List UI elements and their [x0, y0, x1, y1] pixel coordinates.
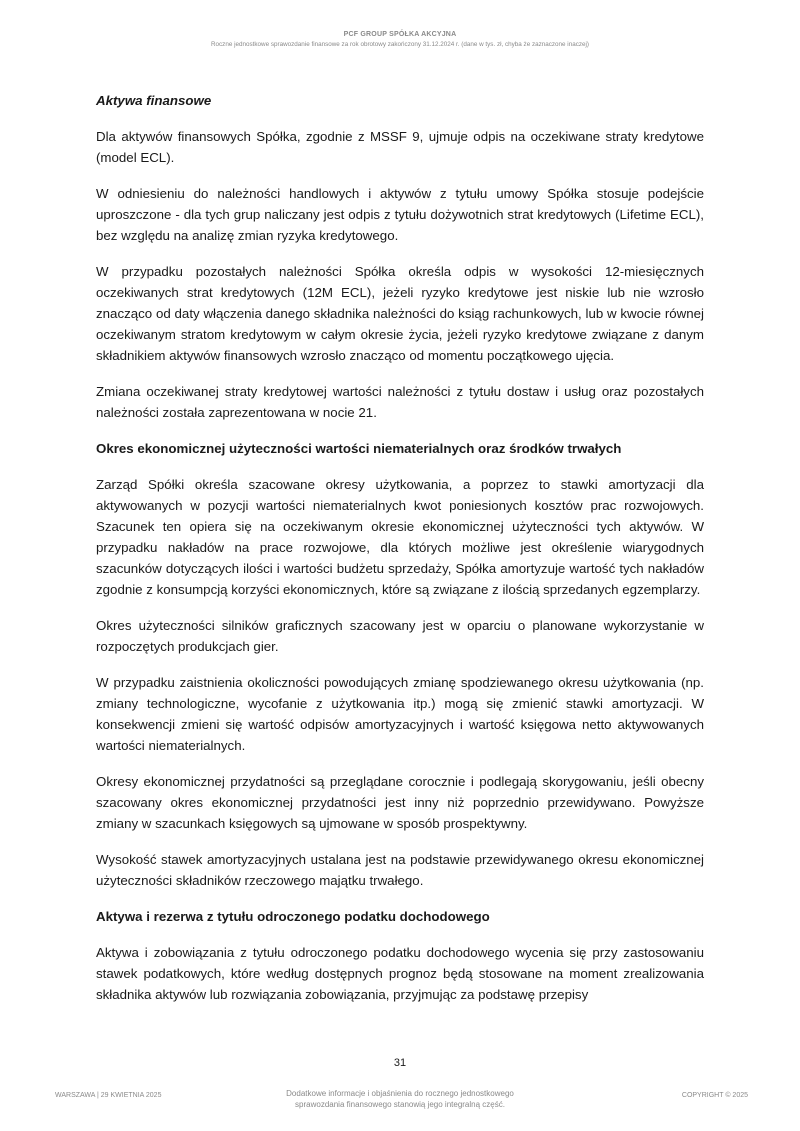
- paragraph: Wysokość stawek amortyzacyjnych ustalana jest na podstawie przewidywanego okresu ekonomicznej użyteczności składników rzeczowego majątku trwałego.: [96, 852, 704, 888]
- paragraph: W przypadku zaistnienia okoliczności powodujących zmianę spodziewanego okresu użytkowania (np. zmiany technologiczne, wycofanie z użytkowania itp.) mogą się zmienić stawki amortyzacji. W konsekwencji zmieni się wartość odpisów amortyzacyjnych i wartość księgowa netto aktywowanych wartości niematerialnych.: [96, 675, 704, 753]
- paragraph: W odniesieniu do należności handlowych i aktywów z tytułu umowy Spółka stosuje podejście uproszczone - dla tych grup naliczany jest odpis z tytułu dożywotnich strat kredytowych (Lifetime ECL), bez względu na analizę zmian ryzyka kredytowego.: [96, 186, 704, 243]
- footer-note-line: sprawozdania finansowego stanowią jego integralną część.: [295, 1100, 505, 1109]
- paragraph: Okresy ekonomicznej przydatności są przeglądane corocznie i podlegają skorygowaniu, jeśli obecny szacowany okres ekonomicznej przydatności jest inny niż poprzednio przewidywano. Powyższe zmiany w szacunkach księgowych są ujmowane w sposób prospektywny.: [96, 774, 704, 831]
- paragraph: Dla aktywów finansowych Spółka, zgodnie z MSSF 9, ujmuje odpis na oczekiwane straty kredytowe (model ECL).: [96, 129, 704, 165]
- section-heading-useful-life: Okres ekonomicznej użyteczności wartości niematerialnych oraz środków trwałych: [96, 441, 622, 456]
- footer-location-date: WARSZAWA | 29 KWIETNIA 2025: [55, 1092, 162, 1099]
- company-name: PCF GROUP SPÓŁKA AKCYJNA: [343, 31, 457, 38]
- page-header: [0, 30, 800, 49]
- section-heading-financial-assets: Aktywa finansowe: [96, 93, 212, 108]
- footer-copyright: COPYRIGHT © 2025: [681, 1092, 748, 1099]
- document-body: [96, 90, 704, 1020]
- section-heading-deferred-tax: Aktywa i rezerwa z tytułu odroczonego podatku dochodowego: [96, 909, 490, 924]
- paragraph: W przypadku pozostałych należności Spółka określa odpis w wysokości 12-miesięcznych oczekiwanych strat kredytowych (12M ECL), jeżeli ryzyko kredytowe jest niskie lub nie wzrosło znacząco od daty włączenia danego składnika należności do ksiąg rachunkowych, lub w kwocie równej oczekiwanym stratom kredytowym w całym okresie życia, jeżeli ryzyko kredytowe związane z danym składnikiem aktywów finansowych wzrosło znacząco od momentu początkowego ujęcia.: [96, 264, 704, 363]
- paragraph: Okres użyteczności silników graficznych szacowany jest w oparciu o planowane wykorzystanie w rozpoczętych produkcjach gier.: [96, 618, 704, 654]
- paragraph: Zmiana oczekiwanej straty kredytowej wartości należności z tytułu dostaw i usług oraz pozostałych należności została zaprezentowana w nocie 21.: [96, 384, 704, 420]
- footer-note: [250, 1088, 550, 1110]
- report-subtitle: Roczne jednostkowe sprawozdanie finansowe za rok obrotowy zakończony 31.12.2024 r. (dane w tys. zł, chyba że zaznaczone inaczej): [210, 41, 590, 48]
- footer-note-line: Dodatkowe informacje i objaśnienia do rocznego jednostkowego: [286, 1089, 514, 1098]
- paragraph: Aktywa i zobowiązania z tytułu odroczonego podatku dochodowego wycenia się przy zastosowaniu stawek podatkowych, które według dostępnych prognoz będą stosowane na moment zrealizowania składnika aktywów lub rozwiązania zobowiązania, przyjmując za podstawę przepisy: [96, 945, 704, 1002]
- paragraph: Zarząd Spółki określa szacowane okresy użytkowania, a poprzez to stawki amortyzacji dla aktywowanych w pozycji wartości niematerialnych kwot poniesionych kosztów prac rozwojowych. Szacunek ten opiera się na oczekiwanym okresie ekonomicznej użyteczności tych aktywów. W przypadku nakładów na prace rozwojowe, dla których możliwe jest określenie wiarygodnych szacunków dotyczących ilości i wartości budżetu sprzedaży, Spółka amortyzuje wartość tych nakładów zgodnie z konsumpcją korzyści ekonomicznych, które są związane z ilością sprzedanych egzemplarzy.: [96, 477, 704, 597]
- page-number: 31: [393, 1057, 407, 1069]
